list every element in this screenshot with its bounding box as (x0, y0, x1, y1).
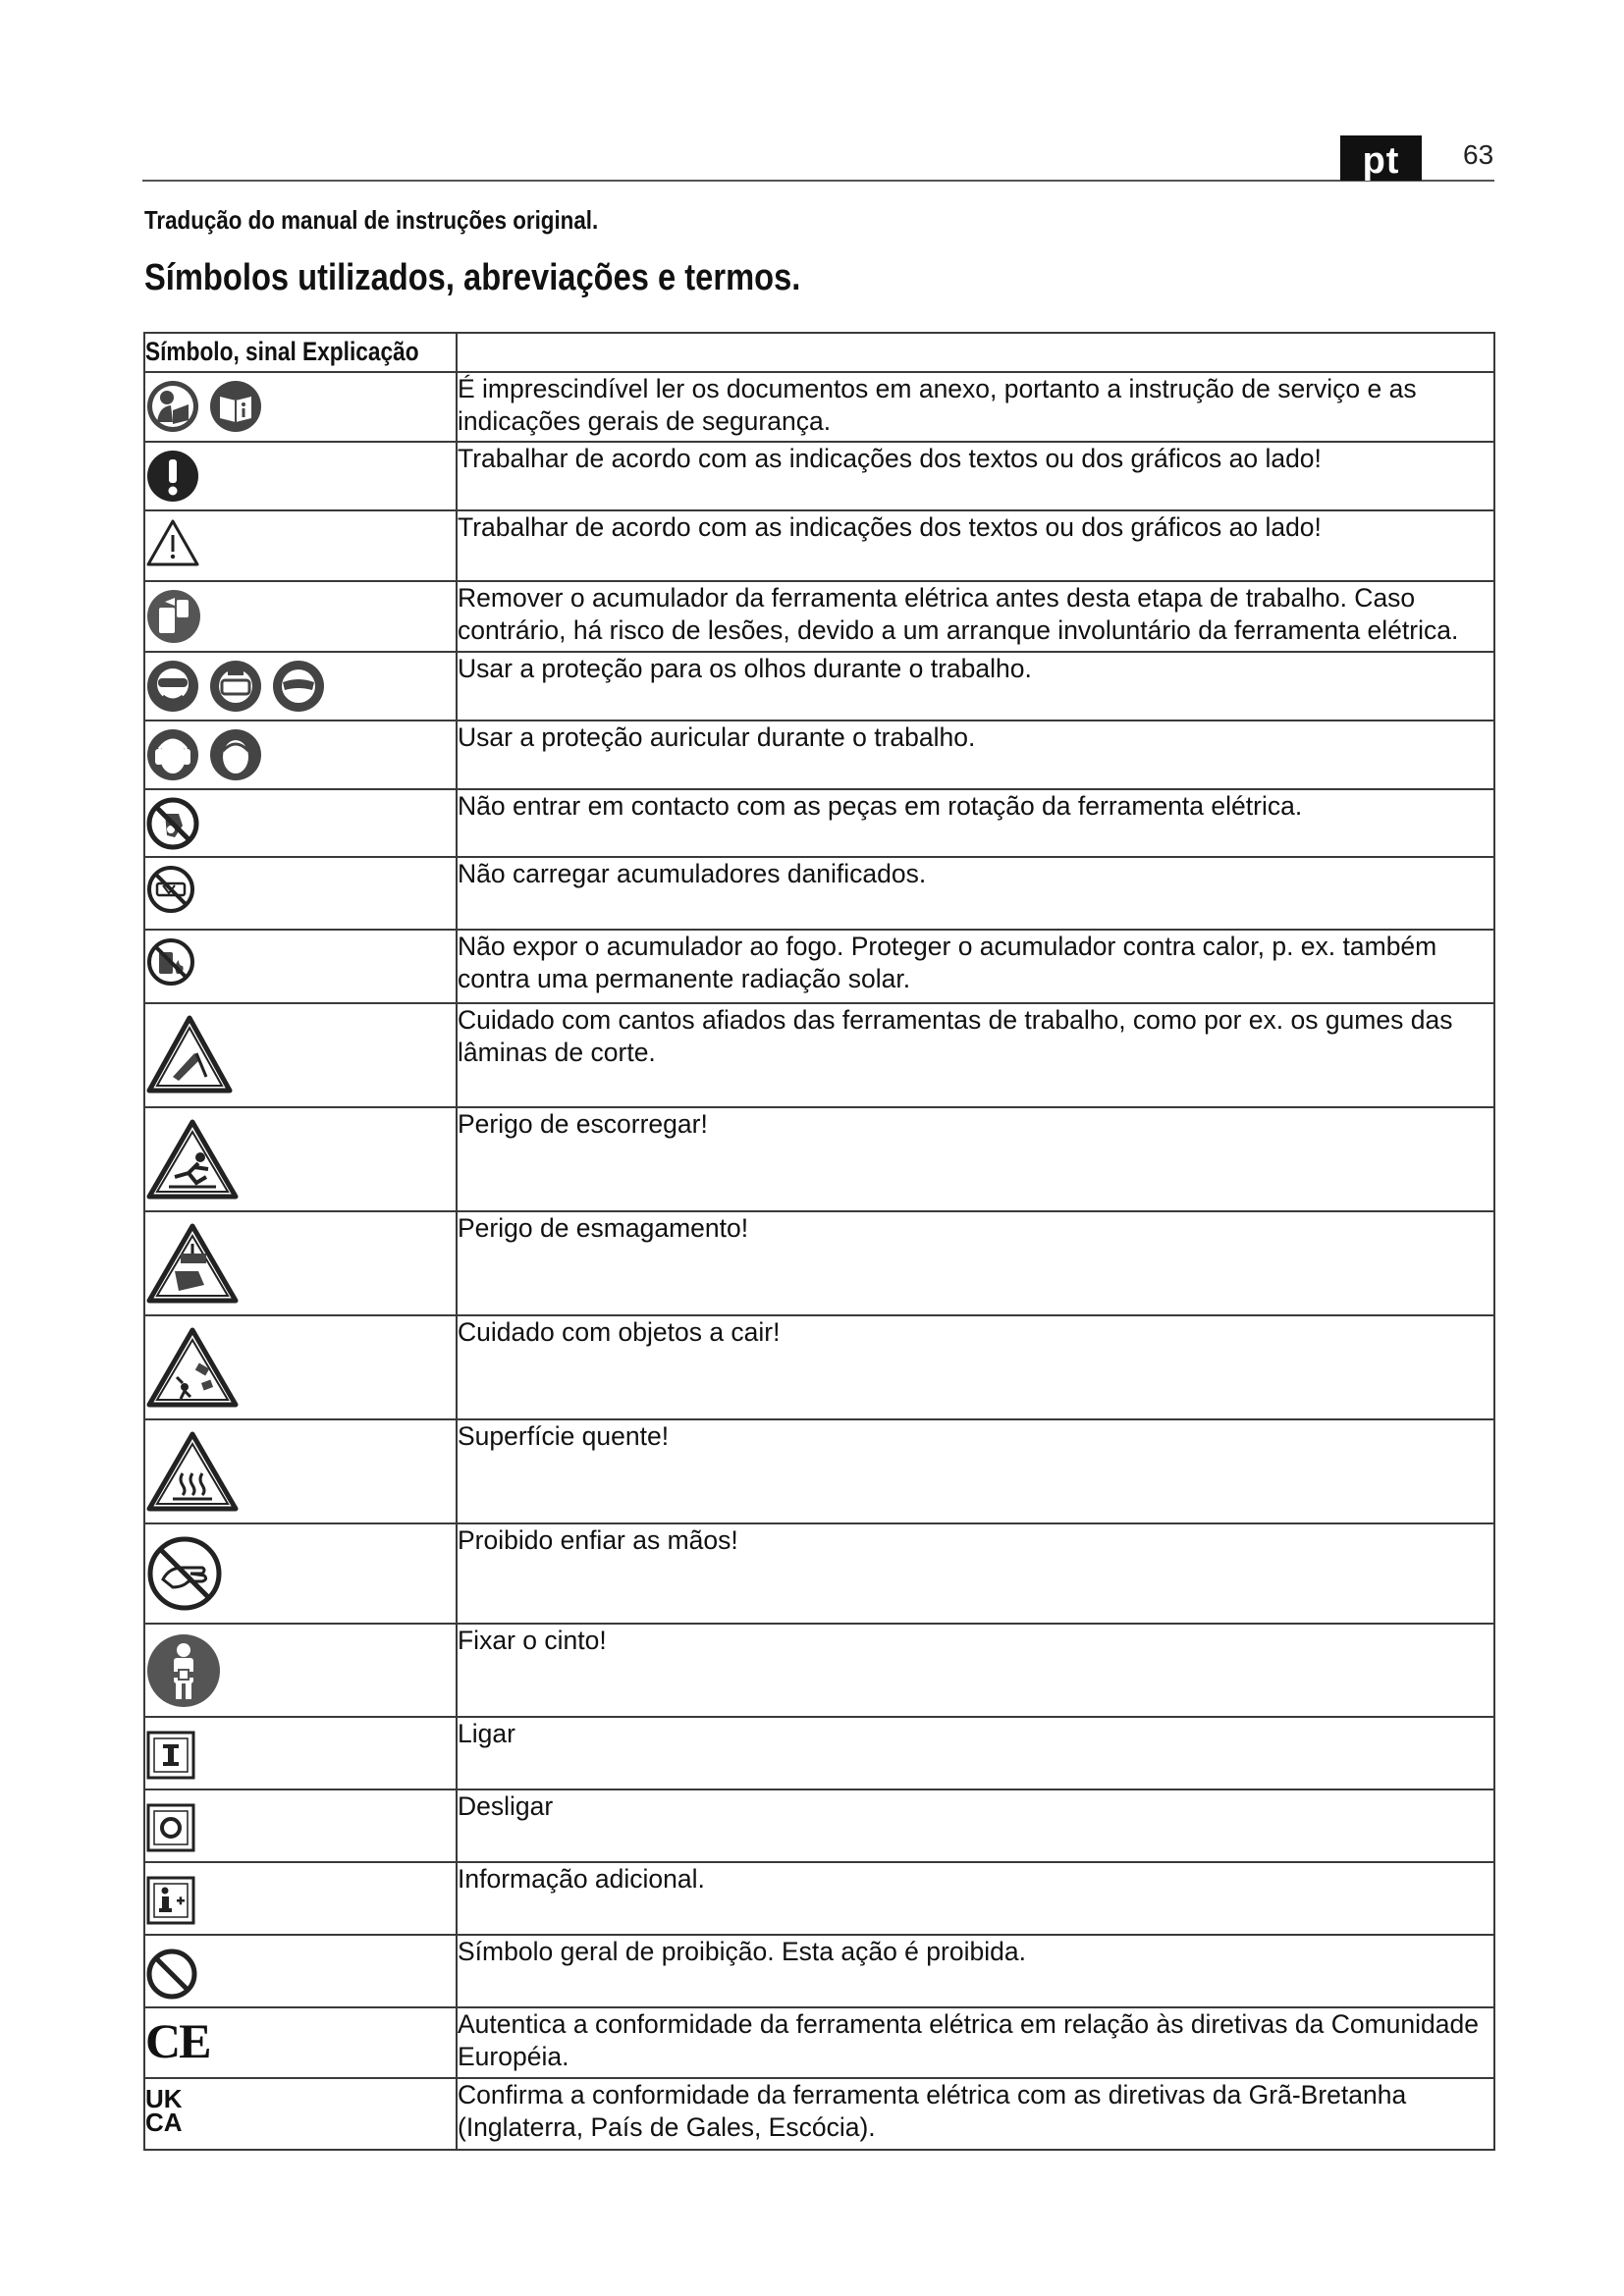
document-subtitle: Tradução do manual de instruções original. (144, 205, 599, 235)
page-title: Símbolos utilizados, abreviações e termos. (144, 257, 801, 298)
ear-protection-icon (145, 727, 200, 782)
hot-surface-icon (145, 1430, 240, 1515)
no-charge-damaged-battery-icon (145, 864, 196, 915)
explanation-text: Não entrar em contacto com as peças em rotação da ferramenta elétrica. (457, 789, 1494, 857)
sharp-edges-warning-icon (145, 1014, 234, 1096)
eye-protection-icon (145, 659, 200, 714)
explanation-text: Ligar (457, 1717, 1494, 1789)
no-touch-rotating-icon (145, 796, 200, 851)
table-header-row (144, 333, 1494, 372)
face-shield-icon (208, 659, 263, 714)
table-row (144, 510, 1494, 581)
read-instructions-icon (145, 379, 200, 434)
ukca-mark-line-2: CA (145, 2108, 183, 2137)
explanation-text: Não carregar acumuladores danificados. (457, 857, 1494, 930)
table-row (144, 789, 1494, 857)
remove-battery-icon (145, 588, 202, 645)
slip-hazard-icon (145, 1118, 240, 1202)
page-number: 63 (1463, 139, 1494, 170)
table-row (144, 1789, 1494, 1862)
table-row (144, 2007, 1494, 2078)
table-row (144, 1523, 1494, 1624)
warning-triangle-icon (145, 517, 200, 568)
explanation-text: Usar a proteção para os olhos durante o trabalho. (457, 652, 1494, 721)
explanation-text: Trabalhar de acordo com as indicações dos textos ou dos gráficos ao lado! (457, 442, 1494, 510)
table-row (144, 1419, 1494, 1523)
table-row (144, 1211, 1494, 1315)
table-row (144, 652, 1494, 721)
explanation-text: Informação adicional. (457, 1862, 1494, 1935)
ear-muffs-icon (208, 727, 263, 782)
fasten-belt-icon (145, 1632, 222, 1709)
table-row (144, 857, 1494, 930)
table-row (144, 1003, 1494, 1107)
table-row (144, 1935, 1494, 2007)
explanation-text: Superfície quente! (457, 1419, 1494, 1523)
explanation-text: Desligar (457, 1789, 1494, 1862)
explanation-text: Confirma a conformidade da ferramenta elétrica com as diretivas da Grã-Bretanha (Inglaterra, País de Gales, Escócia). (457, 2078, 1494, 2150)
language-badge: pt (1340, 135, 1422, 181)
table-row (144, 1107, 1494, 1211)
table-row (144, 581, 1494, 652)
table-row (144, 372, 1494, 442)
explanation-text: Cuidado com objetos a cair! (457, 1315, 1494, 1419)
header-rule (142, 180, 1494, 182)
symbols-table (143, 332, 1495, 2151)
power-on-icon (145, 1730, 196, 1781)
table-header-empty-cell (457, 333, 1494, 372)
ukca-mark-line-1: UK (145, 2084, 183, 2113)
table-row (144, 1624, 1494, 1717)
table-row (144, 930, 1494, 1003)
no-hands-icon (145, 1534, 224, 1613)
table-row (144, 1315, 1494, 1419)
explanation-text: Perigo de esmagamento! (457, 1211, 1494, 1315)
explanation-text: Usar a proteção auricular durante o trabalho. (457, 721, 1494, 789)
manual-info-icon (208, 379, 263, 434)
explanation-text: Trabalhar de acordo com as indicações dos textos ou dos gráficos ao lado! (457, 510, 1494, 581)
explanation-text: Símbolo geral de proibição. Esta ação é proibida. (457, 1935, 1494, 2007)
table-row (144, 721, 1494, 789)
table-row (144, 2078, 1494, 2150)
table-header-cell (144, 333, 457, 372)
no-fire-battery-icon (145, 936, 196, 988)
table-header-label: Símbolo, sinal Explicação (145, 337, 419, 366)
crush-hazard-icon (145, 1222, 240, 1307)
safety-goggles-icon (271, 659, 326, 714)
exclamation-icon (145, 449, 200, 504)
explanation-text: É imprescindível ler os documentos em anexo, portanto a instrução de serviço e as indicações gerais de segurança. (457, 372, 1494, 442)
table-row (144, 1862, 1494, 1935)
explanation-text: Cuidado com cantos afiados das ferramentas de trabalho, como por ex. os gumes das lâminas de corte. (457, 1003, 1494, 1107)
explanation-text: Não expor o acumulador ao fogo. Proteger o acumulador contra calor, p. ex. também contra uma permanente radiação solar. (457, 930, 1494, 1003)
additional-info-icon (145, 1875, 196, 1926)
ce-mark-icon: CE (145, 2013, 210, 2068)
falling-objects-icon (145, 1326, 240, 1411)
explanation-text: Proibido enfiar as mãos! (457, 1523, 1494, 1624)
table-row (144, 442, 1494, 510)
power-off-icon (145, 1802, 196, 1853)
explanation-text: Perigo de escorregar! (457, 1107, 1494, 1211)
explanation-text: Autentica a conformidade da ferramenta elétrica em relação às diretivas da Comunidade Européia. (457, 2007, 1494, 2078)
explanation-text: Remover o acumulador da ferramenta elétrica antes desta etapa de trabalho. Caso contrário, há risco de lesões, devido a um arranque involuntário da ferramenta elétrica. (457, 581, 1494, 652)
table-row (144, 1717, 1494, 1789)
explanation-text: Fixar o cinto! (457, 1624, 1494, 1717)
ukca-mark-icon (145, 2079, 456, 2137)
prohibition-icon (145, 1948, 198, 2001)
